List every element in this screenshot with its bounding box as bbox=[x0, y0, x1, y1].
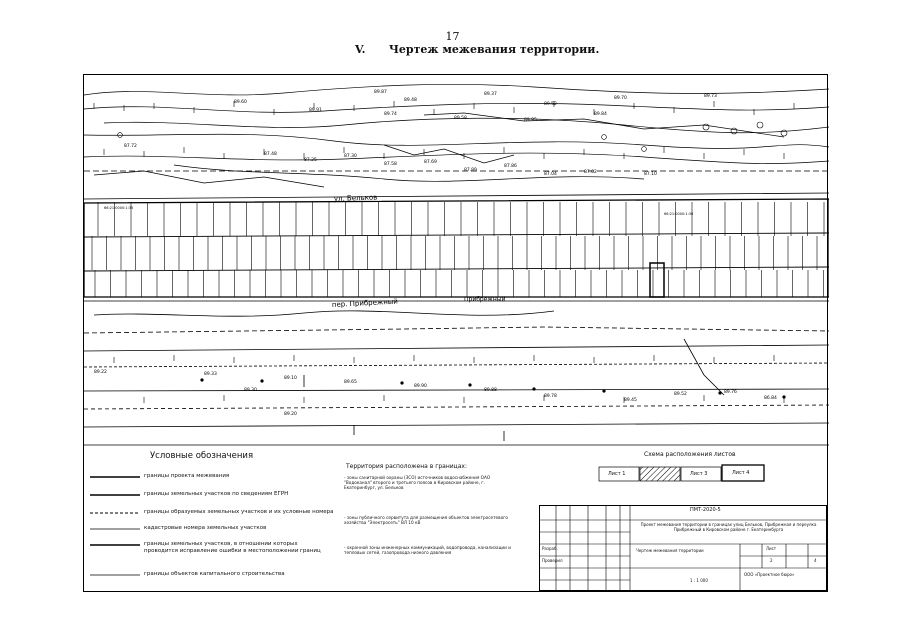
terrain-contours bbox=[84, 84, 829, 187]
stamp-role: Проверил bbox=[542, 558, 563, 563]
legend-symbols bbox=[90, 477, 140, 575]
elevation-label: 89.48 bbox=[404, 98, 417, 103]
elevation-label: 89.65 bbox=[344, 380, 357, 385]
territory-title: Территория расположена в границах: bbox=[346, 463, 467, 470]
section-number: V. bbox=[355, 43, 366, 56]
stamp-role: Разраб. bbox=[542, 546, 558, 551]
elevation-label: 89.52 bbox=[674, 392, 687, 397]
elevation-label: 87.04 bbox=[544, 172, 557, 177]
elevation-label: 89.10 bbox=[284, 376, 297, 381]
elevation-label: 87.72 bbox=[124, 144, 137, 149]
lower-road bbox=[84, 301, 829, 441]
elevation-label: 89.70 bbox=[614, 96, 627, 101]
legend-item: границы земельных участков, в отношении которых проводится исправление ошибки в местоположении границ bbox=[144, 541, 321, 554]
sheet-scheme-title: Схема расположения листов bbox=[644, 451, 736, 458]
stamp-sheet-label: Лист bbox=[766, 546, 777, 551]
elevation-label: 86.84 bbox=[764, 396, 777, 401]
drawing-sheet bbox=[83, 74, 828, 592]
elevation-label: 89.58 bbox=[454, 116, 467, 121]
stamp-sheets-total: 4 bbox=[814, 558, 817, 563]
elevation-label: 89.60 bbox=[234, 100, 247, 105]
elevation-label: 87.48 bbox=[264, 152, 277, 157]
stamp-code: ПМТ-2020-5 bbox=[690, 507, 721, 513]
elevation-label: 89.52 bbox=[544, 102, 557, 107]
legend-item: границы земельных участков по сведениям ЕГРН bbox=[144, 491, 289, 497]
parcel-id-2: 66:21:0000:1:36 bbox=[664, 212, 694, 216]
elevation-label: 89.91 bbox=[309, 108, 322, 113]
stamp-sheet-no: 2 bbox=[770, 558, 773, 563]
elevation-label: 87.69 bbox=[424, 160, 437, 165]
elevation-label: 89.95 bbox=[524, 118, 537, 123]
legend-item: границы образуемых земельных участков и их условные номера bbox=[144, 509, 334, 515]
elevation-label: 87.25 bbox=[304, 158, 317, 163]
stamp-drawing: Чертеж межевания территории bbox=[636, 548, 704, 553]
territory-item: - зоны публичного сервитута для размещения объектов электросетевого хозяйства "Электросеть" ВЛ 10 кВ bbox=[344, 515, 508, 526]
legend-item: границы проекта межевания bbox=[144, 473, 230, 479]
street-label-pribrezhnaya: Прибрежный bbox=[464, 296, 506, 303]
sheet-label: Лист 4 bbox=[732, 470, 750, 476]
section-heading bbox=[355, 43, 599, 56]
elevation-label: 89.20 bbox=[284, 412, 297, 417]
elevation-label: 89.87 bbox=[374, 90, 387, 95]
stamp-org: ООО «Проектное бюро» bbox=[744, 572, 795, 577]
elevation-label: 87.02 bbox=[584, 170, 597, 175]
elevation-label: 89.37 bbox=[484, 92, 497, 97]
legend-title: Условные обозначения bbox=[150, 451, 254, 461]
elevation-label: 89.33 bbox=[204, 372, 217, 377]
territory-item: - охранной зоны инженерных коммуникаций, водопровода, канализации и тепловых сетей, газопровода низкого давления bbox=[344, 545, 511, 556]
elevation-label: 89.90 bbox=[414, 384, 427, 389]
section-title: Чертеж межевания территории. bbox=[388, 43, 600, 56]
parcel-strip bbox=[84, 199, 829, 297]
top-ticks bbox=[94, 101, 794, 159]
elevation-label: 89.76 bbox=[724, 390, 737, 395]
elevation-label: 89.73 bbox=[704, 94, 717, 99]
road-boundary bbox=[84, 171, 829, 199]
elevation-label: 87.86 bbox=[504, 164, 517, 169]
elevation-label: 87.89 bbox=[464, 168, 477, 173]
elevation-label: 89.74 bbox=[384, 112, 397, 117]
elevation-label: 89.22 bbox=[94, 370, 107, 375]
page-number: 17 bbox=[445, 30, 460, 43]
sheet-label bbox=[649, 471, 666, 477]
stamp-project: Проект межевания территории в границах улиц Бельков, Прибрежная и переулка Прибрежный в Кировском районе г. Екатеринбурга bbox=[640, 522, 817, 532]
title-block bbox=[539, 505, 827, 591]
elevation-label: 89.45 bbox=[624, 398, 637, 403]
elevation-label: 87.58 bbox=[384, 162, 397, 167]
street-label-belkov: ул. Бельков bbox=[333, 193, 378, 203]
elevation-labels bbox=[94, 89, 777, 417]
elevation-label: 87.10 bbox=[644, 172, 657, 177]
territory-item: - зоны санитарной охраны (ЗСО) источников водоснабжения ОАО "Водоканал" второго и третьего поясов в Кировском районе, г. Екатеринбург, ул. Бельков bbox=[344, 475, 491, 491]
sheet-label: Лист 3 bbox=[690, 471, 708, 477]
legend-item: кадастровые номера земельных участков bbox=[144, 525, 267, 531]
elevation-label: 89.88 bbox=[484, 388, 497, 393]
street-label-pribrezhny: пер. Прибрежный bbox=[331, 297, 399, 309]
legend-item: границы объектов капитального строительства bbox=[144, 571, 285, 577]
sheet-label: Лист 1 bbox=[608, 471, 626, 477]
parcel-id-1: 66:21:0000:1:35 bbox=[104, 206, 134, 210]
elevation-label: 87.30 bbox=[344, 154, 357, 159]
elevation-label: 89.78 bbox=[544, 394, 557, 399]
elevation-label: 89.30 bbox=[244, 388, 257, 393]
stamp-scale: 1 : 1 000 bbox=[690, 578, 708, 583]
elevation-label: 89.84 bbox=[594, 112, 607, 117]
